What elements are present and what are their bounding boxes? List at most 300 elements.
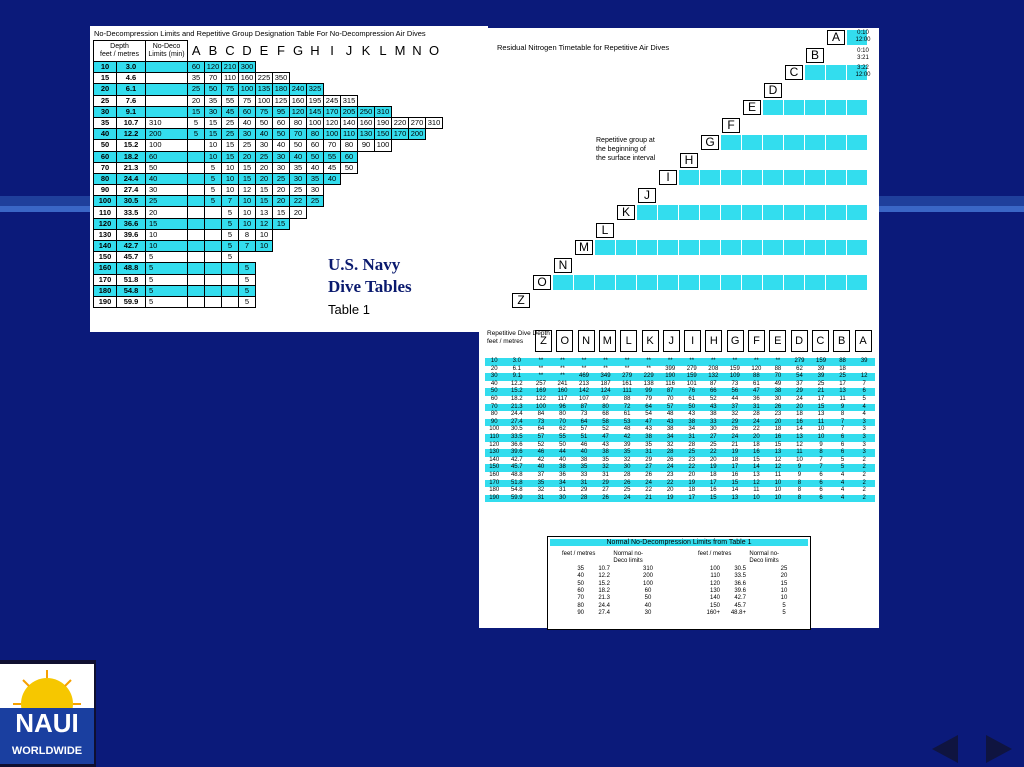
table-cell <box>324 207 341 218</box>
table-cell: 12 <box>239 185 256 196</box>
table-cell: 30 <box>290 173 307 184</box>
table-cell: 310 <box>146 117 188 128</box>
stair-cell <box>826 153 846 168</box>
table-cell: 10 <box>746 495 768 503</box>
table-cell <box>375 95 392 106</box>
stair-cell <box>532 293 552 308</box>
stair-cell <box>553 293 573 308</box>
stair-cell <box>658 258 678 273</box>
table-cell <box>188 274 205 285</box>
stair-letter-o: O <box>533 275 551 290</box>
stair-value: 3:21 <box>857 54 869 61</box>
table-row <box>485 404 875 412</box>
table-cell: 25 <box>94 95 117 106</box>
table-row <box>94 218 443 229</box>
table-cell: 8 <box>789 480 811 488</box>
table-cell <box>375 218 392 229</box>
table-cell: ** <box>638 358 660 366</box>
table-cell: 64 <box>573 419 595 427</box>
stair-cell <box>553 275 573 290</box>
stair-cell <box>826 188 846 203</box>
table-cell: 26 <box>595 495 617 503</box>
stair-cell <box>658 205 678 220</box>
table-cell: 38 <box>552 464 574 472</box>
table-cell: 55 <box>222 95 239 106</box>
table-cell: 18.2 <box>510 395 523 402</box>
stair-cell <box>679 223 699 238</box>
table-cell: 50 <box>341 162 358 173</box>
table-cell: 15 <box>724 480 746 488</box>
table-cell: 25 <box>307 196 324 207</box>
table-cell: 3.0 <box>503 358 530 366</box>
table-cell: 33 <box>580 471 588 478</box>
previous-slide-icon[interactable] <box>932 735 958 763</box>
table-cell: 57 <box>659 404 681 412</box>
stair-cell <box>784 205 804 220</box>
table-cell: 30 <box>552 495 574 503</box>
table-cell <box>205 296 222 307</box>
table-cell: 40 <box>94 129 117 140</box>
table-cell: 38 <box>709 411 717 418</box>
table-cell: 213 <box>579 380 590 387</box>
table-cell <box>409 296 426 307</box>
table-cell <box>409 95 426 106</box>
next-slide-icon[interactable] <box>986 735 1012 763</box>
table-cell: 122 <box>535 395 546 402</box>
table-cell: 16 <box>789 419 811 427</box>
table-cell: 16 <box>746 449 768 457</box>
stair-cell <box>784 293 804 308</box>
table-cell: 4 <box>840 471 845 478</box>
table-cell: 73 <box>530 419 552 427</box>
table-cell: 4 <box>840 487 845 494</box>
table-cell <box>375 207 392 218</box>
table-cell: 45.7 <box>117 252 146 263</box>
table-cell <box>341 62 358 73</box>
table-cell <box>375 73 392 84</box>
table-cell: 349 <box>595 373 617 381</box>
table-cell <box>358 196 375 207</box>
table-cell: 24 <box>746 419 768 427</box>
table-cell: 15 <box>810 404 832 412</box>
table-cell: 9 <box>819 441 823 448</box>
table-cell: 399 <box>665 365 676 372</box>
table-cell: 39 <box>853 358 875 366</box>
rnt-group-b: B <box>833 330 850 352</box>
table-cell: 10 <box>767 495 789 503</box>
table-cell: 9 <box>832 404 854 412</box>
table-row <box>94 95 443 106</box>
table-cell: 30 <box>307 185 324 196</box>
table-cell <box>341 207 358 218</box>
table-cell: ** <box>624 365 630 372</box>
table-cell: 170 <box>485 480 503 488</box>
table-cell: 70 <box>324 140 341 151</box>
table-cell: 40 <box>239 117 256 128</box>
table-cell: 87 <box>659 388 681 396</box>
table-cell: 170 <box>324 106 341 117</box>
table-cell: 25 <box>623 487 631 494</box>
table-cell: 75 <box>256 106 273 117</box>
table-cell: 43 <box>703 404 725 412</box>
table-cell: 29 <box>789 388 811 396</box>
nd-row: 150 45.7 5 <box>709 602 786 609</box>
table-cell: 25 <box>709 441 717 448</box>
table-cell: 5 <box>146 274 188 285</box>
table-row <box>485 472 875 480</box>
table-cell: 61 <box>688 395 696 402</box>
table-cell: 5 <box>188 129 205 140</box>
table-cell: 279 <box>686 365 697 372</box>
table-cell: 28 <box>659 449 681 457</box>
table-cell: 30 <box>774 395 782 402</box>
table-cell: 70 <box>205 73 222 84</box>
table-cell: 59.9 <box>503 495 530 503</box>
stair-letter-d: D <box>764 83 782 98</box>
table-cell: 2 <box>853 464 875 472</box>
stair-cell <box>805 205 825 220</box>
table-cell <box>375 173 392 184</box>
table-cell <box>290 241 307 252</box>
stair-cell <box>805 275 825 290</box>
table-cell: 20 <box>767 419 789 427</box>
nodeco-header: No-Deco Limits (min) <box>146 41 188 62</box>
table-cell: 52 <box>537 441 545 448</box>
table-cell: 38 <box>638 434 660 442</box>
table-cell: 48 <box>623 426 631 433</box>
table-cell: 42.7 <box>117 241 146 252</box>
nd-right-column <box>698 551 804 618</box>
stair-cell <box>616 223 636 238</box>
table-cell <box>426 95 443 106</box>
table-cell: 97 <box>602 395 609 402</box>
stair-cell <box>847 135 867 150</box>
table-cell: 4.6 <box>117 73 146 84</box>
stair-cell <box>763 100 783 115</box>
stair-cell <box>721 293 741 308</box>
table-cell <box>358 95 375 106</box>
table-cell: 110 <box>222 73 239 84</box>
table-cell: 15 <box>222 140 239 151</box>
stair-cell <box>784 275 804 290</box>
stair-cell <box>700 240 720 255</box>
table-cell <box>273 285 290 296</box>
table-cell: 36 <box>559 471 566 478</box>
table-cell <box>358 73 375 84</box>
table-cell <box>358 241 375 252</box>
table-cell: 13 <box>724 495 746 503</box>
table-cell: 4 <box>853 404 875 412</box>
table-cell: 31 <box>638 449 660 457</box>
table-cell: 39.6 <box>117 229 146 240</box>
stair-cell <box>763 275 783 290</box>
table-cell: 26 <box>731 426 739 433</box>
stair-cell <box>847 293 867 308</box>
table-cell <box>205 274 222 285</box>
table-cell <box>307 252 324 263</box>
table-cell: 150 <box>485 464 503 472</box>
table-cell: 25 <box>681 449 703 457</box>
table-cell <box>409 218 426 229</box>
table-cell: 18 <box>774 426 782 433</box>
table-row <box>485 396 875 404</box>
table-cell: ** <box>560 365 565 372</box>
table-cell <box>392 62 409 73</box>
table-cell: 18.2 <box>117 151 146 162</box>
table-cell: 35 <box>94 117 117 128</box>
table-cell <box>426 140 443 151</box>
table-cell: 100 <box>375 140 392 151</box>
table-cell <box>222 263 239 274</box>
stair-cell <box>763 223 783 238</box>
table-cell <box>341 229 358 240</box>
table-cell: 87 <box>709 380 717 387</box>
rnt-sheet <box>479 28 879 628</box>
table-cell <box>426 263 443 274</box>
nd-row: 50 15.2 100 <box>577 580 653 587</box>
table-cell: 73 <box>580 411 588 418</box>
table-cell: 45 <box>324 162 341 173</box>
table-cell <box>146 106 188 117</box>
table-cell: 6 <box>810 495 832 503</box>
stair-cell <box>637 293 657 308</box>
table-cell: 120 <box>751 365 762 372</box>
table-cell: 120 <box>94 218 117 229</box>
table-cell <box>426 173 443 184</box>
table-cell: 469 <box>573 373 595 381</box>
table-cell <box>426 296 443 307</box>
table-cell: 120 <box>489 441 500 448</box>
table-cell <box>375 185 392 196</box>
table-cell <box>307 263 324 274</box>
logo-subtext: WORLDWIDE <box>11 745 83 757</box>
stair-cell <box>574 293 594 308</box>
table-cell: 8 <box>810 449 832 457</box>
table-cell: 2 <box>853 495 875 503</box>
table-cell: 54.8 <box>510 487 523 494</box>
stair-cell <box>763 153 783 168</box>
table-cell: 44 <box>552 449 574 457</box>
table-cell: 15 <box>256 185 273 196</box>
table-cell: 11 <box>774 471 782 478</box>
table-cell: 12 <box>853 373 875 381</box>
table-cell <box>188 185 205 196</box>
table-row <box>485 419 875 427</box>
table-cell: 150 <box>94 252 117 263</box>
table-cell <box>188 229 205 240</box>
table-cell: 10 <box>239 218 256 229</box>
rnt-group-d: D <box>791 330 808 352</box>
table-cell: 31 <box>602 471 609 478</box>
caption-line1: U.S. Navy <box>328 255 401 274</box>
table-cell: 43 <box>602 441 609 448</box>
table-cell: 11 <box>839 395 846 402</box>
table-cell: 310 <box>375 106 392 117</box>
table-cell <box>392 229 409 240</box>
rnt-group-c: C <box>812 330 829 352</box>
table-cell: 48.8 <box>510 471 523 478</box>
stair-cell <box>847 100 867 115</box>
table-cell <box>324 229 341 240</box>
stair-letter-b: B <box>806 48 824 63</box>
table-cell <box>341 196 358 207</box>
nd-left-column <box>562 551 668 618</box>
table-cell: 35 <box>602 456 609 463</box>
table-cell <box>409 241 426 252</box>
table-cell <box>392 196 409 207</box>
stair-cell <box>847 188 867 203</box>
table-cell: 45.7 <box>503 464 530 472</box>
table-cell: 3 <box>853 434 875 442</box>
table-cell: 40 <box>490 380 498 387</box>
table-cell: 13 <box>817 411 825 418</box>
stair-cell <box>847 118 867 133</box>
stair-cell <box>679 170 699 185</box>
table-cell: 100 <box>256 95 273 106</box>
table-cell <box>290 296 307 307</box>
table-cell: 6 <box>810 480 832 488</box>
table-cell: 205 <box>341 106 358 117</box>
table-cell: 60 <box>239 106 256 117</box>
table-cell: 46 <box>530 449 552 457</box>
table-cell: 35 <box>616 449 638 457</box>
table-cell: 100 <box>307 117 324 128</box>
table-cell: 32 <box>623 456 631 463</box>
rnt-group-i: I <box>684 330 701 352</box>
table-cell: ** <box>530 358 552 366</box>
table-cell: 90 <box>485 419 503 427</box>
table-cell: 25 <box>273 173 290 184</box>
table-cell: 160 <box>552 388 574 396</box>
naui-logo <box>0 664 94 764</box>
table-cell: 10 <box>239 196 256 207</box>
stair-cell <box>658 188 678 203</box>
table-cell: 70 <box>552 419 574 427</box>
table-cell <box>392 73 409 84</box>
table-cell <box>392 162 409 173</box>
table-cell: 18 <box>709 471 717 478</box>
table-cell: 40 <box>146 173 188 184</box>
table-cell: 28 <box>623 471 631 478</box>
nd-row: 110 33.5 20 <box>710 573 788 580</box>
table-cell: 208 <box>708 365 719 372</box>
nd-row: 80 24.4 40 <box>577 602 652 609</box>
table-cell: 10 <box>222 185 239 196</box>
table-cell: 62 <box>559 426 566 433</box>
table-cell: 37 <box>537 471 545 478</box>
table-cell: 61 <box>753 380 760 387</box>
table-cell: 100 <box>146 140 188 151</box>
table-cell: 24 <box>616 495 638 503</box>
table-cell <box>392 95 409 106</box>
table-cell: 47 <box>638 419 660 427</box>
stair-letter-f: F <box>722 118 740 133</box>
stair-cell <box>742 118 762 133</box>
table-cell: 145 <box>307 106 324 117</box>
table-cell: 15 <box>239 162 256 173</box>
table-cell: 5 <box>222 241 239 252</box>
table-cell <box>273 229 290 240</box>
table-cell: ** <box>603 365 608 372</box>
table-cell <box>307 207 324 218</box>
table-cell: 54.8 <box>117 285 146 296</box>
table-cell: 87 <box>573 404 595 412</box>
stair-cell <box>679 275 699 290</box>
stair-cell <box>616 258 636 273</box>
table-cell: 111 <box>616 388 638 396</box>
stair-cell <box>826 205 846 220</box>
table-cell: 2 <box>862 456 866 463</box>
table-cell: 2 <box>853 480 875 488</box>
stair-cell <box>637 258 657 273</box>
rnt-table <box>485 358 875 502</box>
stair-cell <box>742 240 762 255</box>
table-cell: 35 <box>645 441 652 448</box>
table-cell <box>375 296 392 307</box>
stair-value: 12:00 <box>855 37 871 43</box>
table-cell: 11 <box>753 487 760 494</box>
stair-cell <box>742 275 762 290</box>
stair-cell <box>616 275 636 290</box>
table-cell: 245 <box>324 95 341 106</box>
stair-cell <box>763 135 783 150</box>
table-cell: 100 <box>324 129 341 140</box>
table-cell: 100 <box>94 196 117 207</box>
table-cell: 34 <box>688 426 696 433</box>
normal-nd-limits-box <box>547 536 811 630</box>
table-cell <box>426 84 443 95</box>
stair-value-cell <box>849 30 877 44</box>
table-cell <box>188 196 205 207</box>
table-cell: 25 <box>817 380 825 387</box>
table-cell: 26 <box>645 471 652 478</box>
stair-letter-c: C <box>785 65 803 80</box>
table-row <box>94 140 443 151</box>
table-cell: 190 <box>659 373 681 381</box>
table-cell: 10 <box>256 229 273 240</box>
stair-cell <box>805 188 825 203</box>
table-cell: 7 <box>819 456 823 463</box>
table-cell <box>358 162 375 173</box>
table-cell: 17 <box>839 380 846 387</box>
table-cell: 51.8 <box>503 480 530 488</box>
table-cell: 110 <box>485 434 503 442</box>
table-cell: 20 <box>709 456 717 463</box>
table-cell: 34 <box>659 434 681 442</box>
table-cell: 73 <box>731 380 739 387</box>
table-cell <box>307 241 324 252</box>
stair-cell <box>721 223 741 238</box>
table-cell: 70 <box>767 373 789 381</box>
stair-cell <box>679 205 699 220</box>
stair-cell <box>763 205 783 220</box>
table-cell <box>273 274 290 285</box>
table-cell <box>358 218 375 229</box>
group-letter-c: C <box>225 42 235 58</box>
table-cell: 200 <box>409 129 426 140</box>
stair-letter-z: Z <box>512 293 530 308</box>
table-cell: 25 <box>222 129 239 140</box>
table-cell: 10 <box>146 229 188 240</box>
table-cell <box>409 207 426 218</box>
stair-cell <box>826 223 846 238</box>
table-row <box>485 480 875 488</box>
table-cell: 44 <box>731 395 739 402</box>
table-cell <box>222 274 239 285</box>
table-cell <box>307 73 324 84</box>
table-cell: 50 <box>290 140 307 151</box>
table-cell: 190 <box>485 495 503 503</box>
